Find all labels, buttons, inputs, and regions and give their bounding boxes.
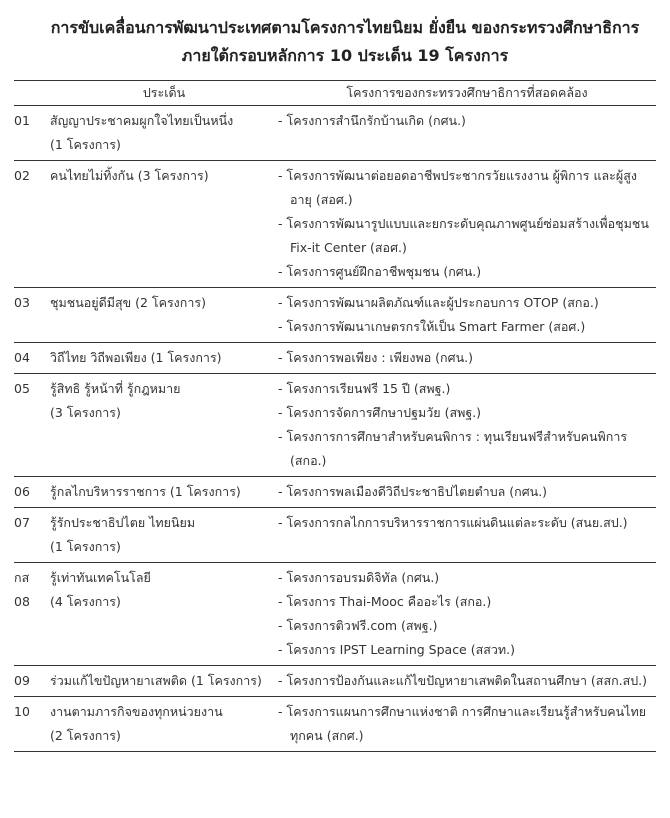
row-projects (278, 477, 656, 508)
project-item: - โครงการจัดการศึกษาปฐมวัย (สพฐ.) (278, 405, 482, 420)
table-row (14, 374, 656, 477)
issue-line: คนไทยไม่ทิ้งกัน (3 โครงการ) (50, 168, 209, 183)
row-number: 10 (14, 704, 30, 719)
table-row (14, 343, 656, 374)
project-item: - โครงการเรียนฟรี 15 ปี (สพฐ.) (278, 381, 451, 396)
table-row (14, 477, 656, 508)
table-row (14, 697, 656, 752)
row-number: 03 (14, 295, 30, 310)
table-row (14, 161, 656, 288)
row-issue (50, 374, 278, 477)
project-item: - โครงการพัฒนาเกษตรกรให้เป็น Smart Farmer (สอศ.) (278, 319, 586, 334)
issue-line: ชุมชนอยู่ดีมีสุข (2 โครงการ) (50, 295, 206, 310)
header-issue: ประเด็น (50, 81, 278, 106)
row-projects (278, 563, 656, 666)
row-projects (278, 106, 656, 161)
issue-line: รู้เท่าทันเทคโนโลยี (50, 570, 151, 585)
row-number: 07 (14, 515, 30, 530)
table-row (14, 563, 656, 666)
row-issue (50, 563, 278, 666)
project-item: - โครงการแผนการศึกษาแห่งชาติ การศึกษาและเรียนรู้สำหรับคนไทยทุกคน (สกศ.) (278, 704, 647, 743)
title-line-1: การขับเคลื่อนการพัฒนาประเทศตามโครงการไทยนิยม ยั่งยืน ของกระทรวงศึกษาธิการ (50, 18, 640, 37)
issue-line: รู้กลไกบริหารราชการ (1 โครงการ) (50, 484, 241, 499)
row-projects (278, 697, 656, 752)
project-item: - โครงการ IPST Learning Space (สสวท.) (278, 642, 515, 657)
row-number: 05 (14, 381, 30, 396)
project-item: - โครงการ Thai-Mooc คืออะไร (สกอ.) (278, 594, 492, 609)
table-header-row (14, 81, 656, 106)
project-item: - โครงการป้องกันและแก้ไขปัญหายาเสพติดในสถานศึกษา (สสก.สป.) (278, 673, 648, 688)
header-num (14, 81, 50, 106)
project-item: - โครงการพัฒนาผลิตภัณฑ์และผู้ประกอบการ OTOP (สกอ.) (278, 295, 599, 310)
project-item: - โครงการศูนย์ฝึกอาชีพชุมชน (กศน.) (278, 264, 482, 279)
project-item: - โครงการกลไกการบริหารราชการแผ่นดินแต่ละระดับ (สนย.สป.) (278, 515, 628, 530)
issue-line: สัญญาประชาคมผูกใจไทยเป็นหนึ่ง (50, 113, 234, 128)
project-item: - โครงการพลเมืองดีวิถีประชาธิปไตยตำบล (กศน.) (278, 484, 548, 499)
project-item: - โครงการพัฒนาต่อยอดอาชีพประชากรวัยแรงงาน ผู้พิการ และผู้สูงอายุ (สอศ.) (278, 168, 637, 207)
row-projects (278, 374, 656, 477)
projects-table (14, 80, 656, 752)
row-issue (50, 161, 278, 288)
row-projects (278, 508, 656, 563)
issue-line: งานตามภารกิจของทุกหน่วยงาน (50, 704, 223, 719)
row-number: 01 (14, 113, 30, 128)
issue-line: (2 โครงการ) (50, 728, 121, 743)
row-number: 06 (14, 484, 30, 499)
row-projects (278, 161, 656, 288)
row-issue (50, 106, 278, 161)
table-row (14, 288, 656, 343)
project-item: - โครงการสำนึกรักบ้านเกิด (กศน.) (278, 113, 466, 128)
row-issue (50, 508, 278, 563)
issue-line: (3 โครงการ) (50, 405, 121, 420)
project-item: - โครงการพัฒนารูปแบบและยกระดับคุณภาพศูนย์ซ่อมสร้างเพื่อชุมชน Fix-it Center (สอศ.) (278, 216, 649, 255)
issue-line: (4 โครงการ) (50, 594, 121, 609)
issue-line: วิถีไทย วิถีพอเพียง (1 โครงการ) (50, 350, 222, 365)
row-number: 04 (14, 350, 30, 365)
project-item: - โครงการการศึกษาสำหรับคนพิการ : ทุนเรียนฟรีสำหรับคนพิการ (สกอ.) (278, 429, 628, 468)
issue-line: ร่วมแก้ไขปัญหายาเสพติด (1 โครงการ) (50, 673, 262, 688)
row-number: 02 (14, 168, 30, 183)
document-title (34, 14, 656, 70)
row-issue (50, 666, 278, 697)
project-item: - โครงการอบรมดิจิทัล (กศน.) (278, 570, 440, 585)
row-issue (50, 288, 278, 343)
issue-line: รู้สิทธิ รู้หน้าที่ รู้กฎหมาย (50, 381, 181, 396)
row-issue (50, 343, 278, 374)
title-line-2: ภายใต้กรอบหลักการ 10 ประเด็น 19 โครงการ (181, 46, 509, 65)
table-body (14, 106, 656, 752)
row-projects (278, 288, 656, 343)
table-row (14, 106, 656, 161)
row-projects (278, 666, 656, 697)
row-number: 09 (14, 673, 30, 688)
project-item: - โครงการพอเพียง : เพียงพอ (กศน.) (278, 350, 473, 365)
row-issue (50, 477, 278, 508)
row-number: กส 08 (14, 570, 30, 609)
header-projects: โครงการของกระทรวงศึกษาธิการที่สอดคล้อง (278, 81, 656, 106)
row-projects (278, 343, 656, 374)
issue-line: (1 โครงการ) (50, 137, 121, 152)
row-issue (50, 697, 278, 752)
table-row (14, 666, 656, 697)
issue-line: รู้รักประชาธิปไตย ไทยนิยม (50, 515, 196, 530)
table-row (14, 508, 656, 563)
issue-line: (1 โครงการ) (50, 539, 121, 554)
project-item: - โครงการติวฟรี.com (สพฐ.) (278, 618, 438, 633)
